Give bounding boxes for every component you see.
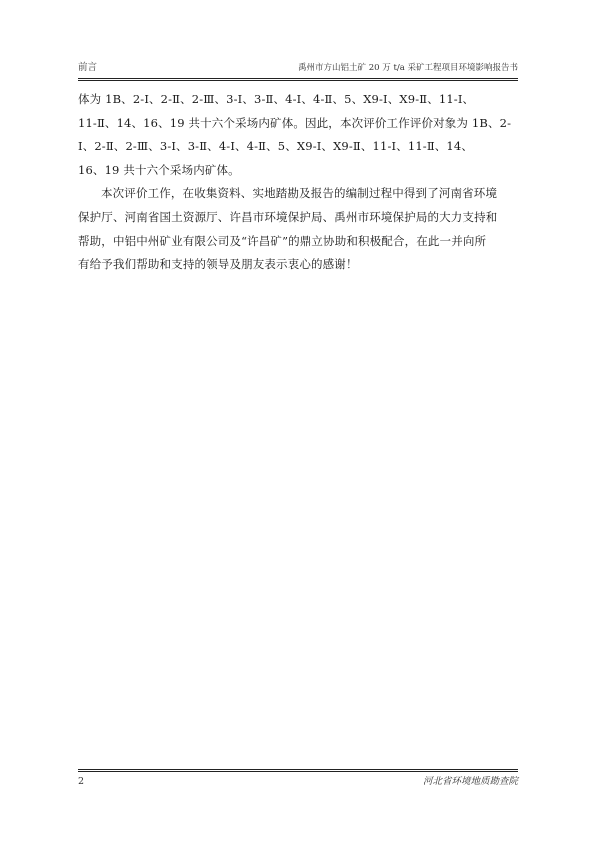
body-text [78,88,518,277]
header-report-title: 禹州市方山铝土矿 20 万 t/a 采矿工程项目环境影响报告书 [298,63,518,73]
header-section-title: 前言 [78,62,98,73]
footer-rule [78,769,518,772]
text-line: 保护厅、河南省国土资源厅、许昌市环境保护局、禹州市环境保护局的大力支持和 [78,209,498,224]
page-footer [78,774,518,790]
footer-organization: 河北省环境地质勘查院 [422,776,518,787]
text-line: 11-Ⅱ、14、16、19 共十六个采场内矿体。因此，本次评价工作评价对象为 1B、2- [78,115,512,130]
text-line: 体为 1B、2-Ⅰ、2-Ⅱ、2-Ⅲ、3-Ⅰ、3-Ⅱ、4-Ⅰ、4-Ⅱ、5、X9-Ⅰ、X9-Ⅱ、11-Ⅰ、 [78,92,475,106]
page-number: 2 [78,776,85,787]
header-rule [78,78,518,81]
paragraph-orebody-list [78,88,518,182]
text-line: 帮助，中铝中州矿业有限公司及“许昌矿”的鼎立协助和积极配合，在此一并向所 [78,233,487,248]
text-line: Ⅰ、2-Ⅱ、2-Ⅲ、3-Ⅰ、3-Ⅱ、4-Ⅰ、4-Ⅱ、5、X9-Ⅰ、X9-Ⅱ、11-Ⅰ、11-Ⅱ、14、 [78,139,474,154]
text-line: 本次评价工作，在收集资料、实地踏勘及报告的编制过程中得到了河南省环境 [101,186,498,201]
paragraph-acknowledgement [78,182,518,276]
text-line: 16、19 共十六个采场内矿体。 [78,162,240,177]
text-line: 有给予我们帮助和支持的领导及朋友表示衷心的感谢！ [78,257,358,272]
page-header [78,60,518,76]
